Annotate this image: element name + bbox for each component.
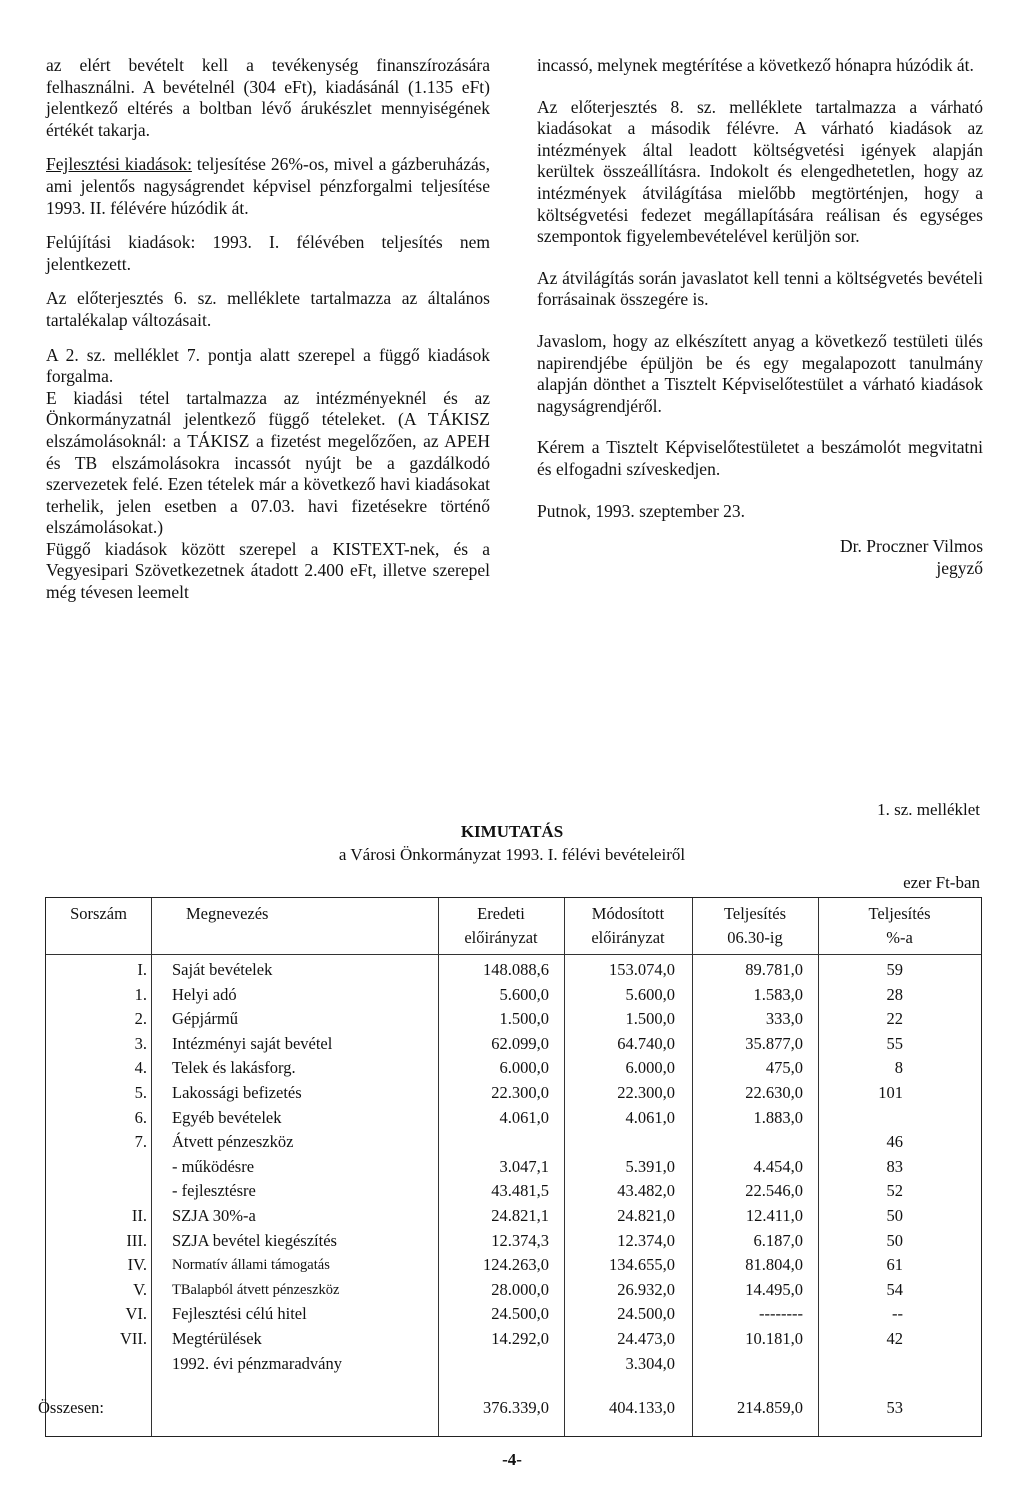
row-number: 4.	[134, 1058, 147, 1078]
place-date: Putnok, 1993. szeptember 23.	[537, 500, 746, 521]
row-actual: 22.630,0	[745, 1083, 803, 1102]
paragraph-renovation-expenses	[46, 232, 490, 275]
row-number: V.	[133, 1279, 147, 1299]
row-percent: 42	[886, 1329, 903, 1348]
row-percent: 54	[886, 1279, 903, 1299]
paragraph: Az előterjesztés 6. sz. melléklete tartalmazza az általános tartalékalap változásait.	[46, 288, 490, 330]
row-actual: 81.804,0	[745, 1255, 803, 1275]
row-percent: 22	[886, 1009, 903, 1029]
row-percent: 50	[886, 1206, 903, 1225]
document-subtitle: a Városi Önkormányzat 1993. I. félévi bevételeiről	[338, 845, 686, 864]
row-modified: 64.740,0	[617, 1033, 675, 1053]
paragraph: Az átvilágítás során javaslatot kell tenni a költségvetés bevételi forrásainak összegére is.	[537, 267, 983, 310]
header-original-2: előirányzat	[464, 928, 538, 947]
table-row	[46, 1352, 981, 1376]
row-name: TBalapból átvett pénzeszköz	[172, 1281, 340, 1298]
row-number: IV.	[127, 1255, 147, 1275]
paragraph: E kiadási tétel tartalmazza az intézményeknél és az Önkormányzatnál jelentkező függő tételeket. (A TÁKISZ elszámolásoknál: a TÁKISZ a fizetést megelőzően, az APEH és TB elszámolásokra incassót nyújt be a gazdálkodó szervezetek felé. Ezen tételek már a következő havi kiadásokat terhelik, jelen esetben a 07.03. havi fizetésekre történő elszámolásokat.)	[46, 387, 490, 538]
document-title: KIMUTATÁS	[460, 822, 564, 841]
row-name: - fejlesztésre	[172, 1181, 256, 1201]
row-original: 3.047,1	[499, 1156, 549, 1176]
right-column	[537, 55, 983, 579]
row-actual: 1.583,0	[753, 984, 803, 1004]
row-original: 28.000,0	[491, 1279, 549, 1299]
renovation-expenses-label: Felújítási kiadások:	[46, 232, 196, 253]
row-name: Egyéb bevételek	[172, 1107, 282, 1127]
paragraph: Kérem a Tisztelt Képviselőtestületet a beszámolót megvitatni és elfogadni szíveskedjen.	[537, 437, 983, 479]
row-percent: 50	[886, 1230, 903, 1250]
row-original: 43.481,5	[491, 1181, 549, 1201]
row-name: 1992. évi pénzmaradvány	[172, 1353, 342, 1373]
row-percent: 46	[886, 1132, 903, 1152]
row-original: 62.099,0	[491, 1033, 549, 1053]
table-row	[46, 1056, 981, 1080]
annex-label: 1. sz. melléklet	[877, 800, 980, 819]
row-modified: 24.473,0	[617, 1329, 675, 1348]
table-row	[46, 1327, 981, 1351]
row-number: I.	[137, 960, 147, 979]
row-name: SZJA bevétel kiegészítés	[172, 1230, 337, 1250]
row-actual: 6.187,0	[753, 1230, 803, 1250]
row-name: Helyi adó	[172, 984, 237, 1004]
unit-note: ezer Ft-ban	[903, 873, 980, 892]
signer-name: Dr. Proczner Vilmos	[840, 536, 983, 557]
row-percent: 101	[878, 1083, 903, 1102]
table-row	[46, 1081, 981, 1105]
row-number: 7.	[134, 1132, 147, 1152]
row-original: 24.821,1	[491, 1206, 549, 1225]
row-name: Fejlesztési célú hitel	[172, 1304, 307, 1324]
row-original: 124.263,0	[483, 1255, 549, 1275]
header-divider	[46, 954, 981, 955]
row-name: Átvett pénzeszköz	[172, 1132, 294, 1152]
row-name: Saját bevételek	[172, 960, 273, 979]
row-percent: --	[892, 1304, 903, 1324]
row-modified: 12.374,0	[617, 1230, 675, 1250]
row-actual: 475,0	[765, 1058, 803, 1078]
row-original: 4.061,0	[499, 1107, 549, 1127]
row-actual: 22.546,0	[745, 1181, 803, 1201]
row-modified: 4.061,0	[625, 1107, 675, 1127]
table-row	[46, 1155, 981, 1179]
table-row	[46, 1302, 981, 1326]
row-number: VI.	[125, 1304, 147, 1324]
paragraph-development-expenses	[46, 154, 490, 219]
table-row	[46, 1106, 981, 1130]
header-percent-2: %-a	[886, 928, 913, 947]
row-percent: 61	[886, 1255, 903, 1275]
row-percent: 52	[886, 1181, 903, 1201]
row-name: Normatív állami támogatás	[172, 1257, 330, 1274]
row-original: 5.600,0	[499, 984, 549, 1004]
row-number: VII.	[119, 1329, 147, 1348]
row-percent: 28	[886, 984, 903, 1004]
page-number: -4-	[502, 1450, 522, 1469]
development-expenses-text: teljesítése 26%-os, mivel a gázberuházás, ami jelentős nagyságrendet képvisel pénzforgalmi teljesítése 1993. II. félévére húzódik át.	[46, 154, 490, 218]
header-original-1: Eredeti	[477, 904, 525, 923]
row-modified: 5.391,0	[625, 1156, 675, 1176]
row-actual: 10.181,0	[745, 1329, 803, 1348]
development-expenses-label: Fejlesztési kiadások:	[46, 154, 192, 175]
row-number: 1.	[134, 984, 147, 1004]
header-percent-1: Teljesítés	[868, 904, 931, 923]
row-actual: 89.781,0	[745, 960, 803, 979]
row-name: Megtérülések	[172, 1329, 262, 1348]
row-modified: 22.300,0	[617, 1083, 675, 1102]
paragraph: incassó, melynek megtérítése a következő hónapra húzódik át.	[537, 55, 974, 75]
total-actual: 214.859,0	[737, 1398, 803, 1417]
row-modified: 6.000,0	[625, 1058, 675, 1078]
row-actual: 35.877,0	[745, 1033, 803, 1053]
row-name: - működésre	[172, 1156, 255, 1176]
table-row	[46, 1253, 981, 1277]
row-original: 12.374,3	[491, 1230, 549, 1250]
row-original: 1.500,0	[499, 1009, 549, 1029]
row-name: Lakossági befizetés	[172, 1083, 302, 1102]
row-original: 148.088,6	[483, 960, 549, 979]
row-modified: 24.500,0	[617, 1304, 675, 1324]
header-modified-1: Módosított	[591, 904, 665, 923]
row-name: Telek és lakásforg.	[172, 1058, 296, 1078]
row-modified: 3.304,0	[625, 1353, 675, 1373]
left-column	[46, 55, 490, 604]
row-actual: 14.495,0	[745, 1279, 803, 1299]
row-modified: 26.932,0	[617, 1279, 675, 1299]
row-modified: 5.600,0	[625, 984, 675, 1004]
row-number: 3.	[134, 1033, 147, 1053]
signer-title: jegyző	[936, 557, 983, 578]
row-number: 5.	[134, 1083, 147, 1102]
row-actual: 4.454,0	[753, 1156, 803, 1176]
row-modified: 153.074,0	[609, 960, 675, 979]
header-actual-1: Teljesítés	[723, 904, 787, 923]
paragraph: Javaslom, hogy az elkészített anyag a következő testületi ülés napirendjébe épüljön be és egy megalapozott tanulmány alapján dönthet a Tisztelt Képviselőtestület a várható kiadások nagyságrendjéről.	[537, 330, 983, 416]
table-row	[46, 1229, 981, 1253]
row-actual: 1.883,0	[753, 1107, 803, 1127]
total-percent: 53	[886, 1398, 903, 1417]
table-row	[46, 1130, 981, 1154]
row-number: 2.	[134, 1009, 147, 1029]
row-name: Gépjármű	[172, 1009, 238, 1029]
total-label: Összesen:	[38, 1398, 104, 1417]
row-original: 24.500,0	[491, 1304, 549, 1324]
row-original: 14.292,0	[491, 1329, 549, 1348]
renovation-expenses-text: 1993. I. félévében teljesítés nem jelentkezett.	[46, 232, 490, 274]
revenue-table	[38, 897, 982, 1437]
paragraph: A 2. sz. melléklet 7. pontja alatt szerepel a függő kiadások forgalma.	[46, 344, 490, 387]
row-name: Intézményi saját bevétel	[172, 1033, 333, 1053]
row-modified: 134.655,0	[609, 1255, 675, 1275]
row-modified: 24.821,0	[617, 1206, 675, 1225]
row-number: II.	[131, 1206, 147, 1225]
table-row	[46, 1204, 981, 1228]
row-percent: 55	[886, 1033, 903, 1053]
row-percent: 59	[886, 960, 903, 979]
paragraph: Függő kiadások között szerepel a KISTEXT-nek, és a Vegyesipari Szövetkezetnek átadott 2.400 eFt, illetve szerepel még tévesen leemelt	[46, 538, 490, 603]
row-actual: 12.411,0	[745, 1206, 803, 1225]
total-original: 376.339,0	[483, 1398, 549, 1417]
table-row	[46, 1179, 981, 1203]
row-actual: --------	[759, 1304, 803, 1324]
table-row	[46, 1032, 981, 1056]
table-row	[46, 958, 981, 982]
paragraph: az elért bevételt kell a tevékenység finanszírozására felhasználni. A bevételnél (304 eFt), kiadásánál (1.135 eFt) jelentkező eltérés a boltban lévő árukészlet mennyiségének értékét takarja.	[46, 55, 490, 140]
row-original: 6.000,0	[499, 1058, 549, 1078]
row-percent: 8	[894, 1058, 903, 1078]
table-row	[46, 983, 981, 1007]
total-modified: 404.133,0	[609, 1398, 675, 1417]
header-modified-2: előirányzat	[591, 928, 665, 947]
row-modified: 43.482,0	[617, 1181, 675, 1201]
row-modified: 1.500,0	[625, 1009, 675, 1029]
row-original: 22.300,0	[491, 1083, 549, 1102]
paragraph: Az előterjesztés 8. sz. melléklete tartalmazza a várható kiadásokat a második félévre. A várható kiadások az intézmények által leadott költségvetési igények alapján kerültek összeállításra. Indokolt és elengedhetetlen, hogy az intézmények átvilágítása mielőbb megtörténjen, hogy a költségvetési fedezet megállapítására reálisan és egységes szempontok figyelembevételével kerüljön sor.	[537, 96, 983, 247]
row-number: III.	[126, 1230, 147, 1250]
header-name: Megnevezés	[186, 904, 269, 923]
row-actual: 333,0	[765, 1009, 803, 1029]
row-name: SZJA 30%-a	[172, 1206, 256, 1225]
table-row	[46, 1007, 981, 1031]
row-number: 6.	[134, 1107, 147, 1127]
row-percent: 83	[886, 1156, 903, 1176]
table-row	[46, 1278, 981, 1302]
total-row	[38, 1396, 981, 1420]
header-actual-2: 06.30-ig	[727, 928, 783, 947]
header-no: Sorszám	[70, 904, 127, 923]
